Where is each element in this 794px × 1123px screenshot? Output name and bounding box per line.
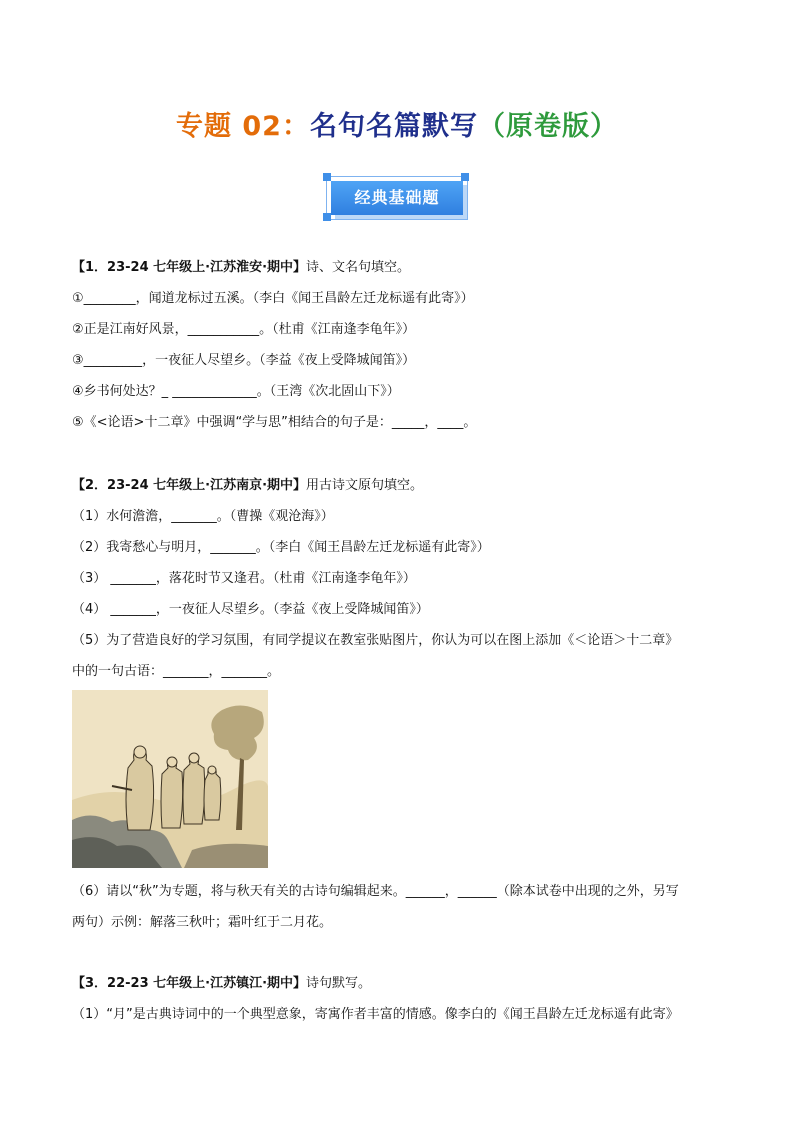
question-source-tag: 【3．22-23 七年级上·江苏镇江·期中】 [72,976,307,991]
title-edition: （原卷版） [477,111,618,142]
question-stem: 诗、文名句填空。 [306,260,411,275]
question-line: （5）为了营造良好的学习氛围，有同学提议在教室张贴图片，你认为可以在图上添加《＜论语＞十二章》 [72,633,679,648]
question-line: 中的一句古语：_______，_______。 [72,664,281,679]
question-2 [72,470,742,687]
badge-label: 经典基础题 [331,181,463,215]
question-source-tag: 【2．23-24 七年级上·江苏南京·期中】 [72,478,307,493]
title-topic-number: 专题 02： [176,111,310,142]
illustration-drawing [72,690,268,868]
section-badge [326,176,470,222]
question-stem: 诗句默写。 [306,976,372,991]
question-line: （1）“月”是古典诗词中的一个典型意象，寄寓作者丰富的情感。像李白的《闻王昌龄左迁龙标遥有此寄》 [72,1007,679,1022]
question-2-continued [72,876,742,938]
question-1 [72,252,742,438]
question-3 [72,968,742,1030]
question-line: （2）我寄愁心与明月，_______。（李白《闻王昌龄左迁龙标遥有此寄》） [72,540,490,555]
question-header [72,470,742,501]
question-line: ②正是江南好风景，___________。（杜甫《江南逢李龟年》） [72,322,416,337]
title-topic-name: 名句名篇默写 [309,111,478,142]
confucius-illustration [72,690,268,868]
question-line: 两句）示例：解落三秋叶；霜叶红于二月花。 [72,915,333,930]
question-line: ③_________，一夜征人尽望乡。（李益《夜上受降城闻笛》） [72,353,416,368]
question-line: （3） _______，落花时节又逢君。（杜甫《江南逢李龟年》） [72,571,416,586]
question-line: ⑤《<论语>十二章》中强调“学与思”相结合的句子是：_____，____。 [72,415,477,430]
badge-corner-mark [461,173,469,181]
page-title [0,104,794,143]
question-line: （1）水何澹澹，_______。（曹操《观沧海》） [72,509,334,524]
question-line: （4） _______，一夜征人尽望乡。（李益《夜上受降城闻笛》） [72,602,429,617]
question-header [72,968,742,999]
question-line: ④乡书何处达？_ _____________。（王湾《次北固山下》） [72,384,400,399]
question-stem: 用古诗文原句填空。 [306,478,424,493]
question-line: ①________，闻道龙标过五溪。（李白《闻王昌龄左迁龙标遥有此寄》） [72,291,474,306]
badge-corner-mark [323,173,331,181]
badge-corner-mark [323,213,331,221]
question-source-tag: 【1．23-24 七年级上·江苏淮安·期中】 [72,260,307,275]
question-header [72,252,742,283]
question-line: （6）请以“秋”为专题，将与秋天有关的古诗句编辑起来。______，______（除本试卷中出现的之外，另写 [72,884,679,899]
